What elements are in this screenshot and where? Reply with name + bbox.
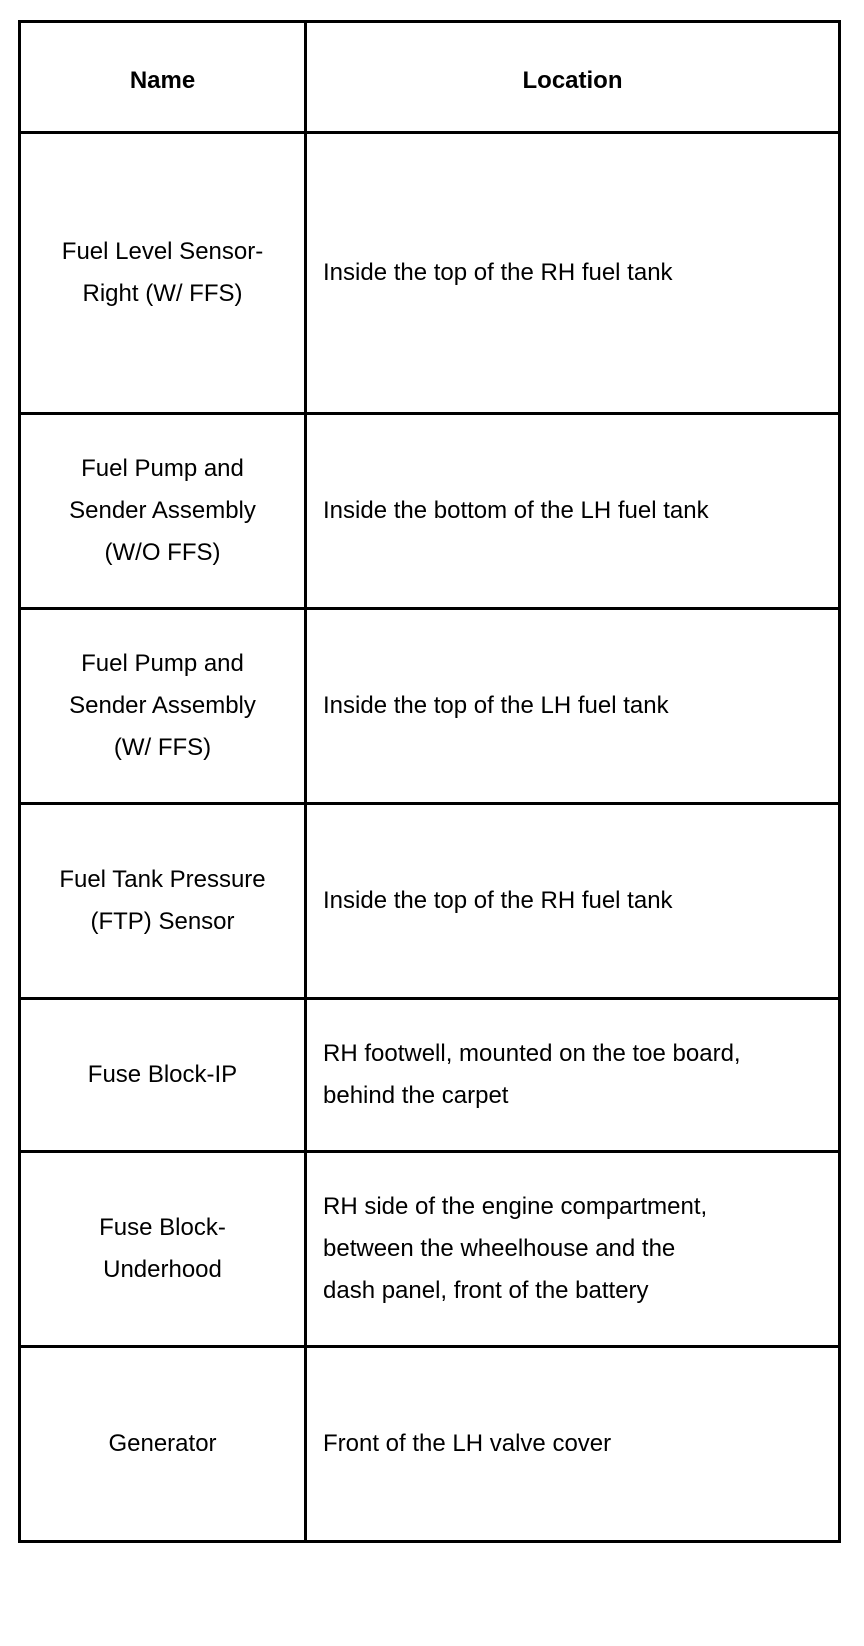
location-cell — [306, 1152, 840, 1347]
table-row — [20, 414, 840, 609]
location-cell: Inside the top of the LH fuel tank — [306, 609, 840, 804]
component-name: Fuel Pump and Sender Assembly (W/O FFS) — [69, 455, 256, 566]
name-cell — [20, 999, 306, 1152]
table-row — [20, 1152, 840, 1347]
location-cell: Inside the top of the RH fuel tank — [306, 804, 840, 999]
table-row — [20, 133, 840, 414]
name-cell — [20, 133, 306, 414]
name-cell — [20, 1347, 306, 1542]
location-cell — [306, 999, 840, 1152]
table-row — [20, 804, 840, 999]
location-cell: Inside the top of the RH fuel tank — [306, 133, 840, 414]
table-row — [20, 999, 840, 1152]
location-cell — [306, 414, 840, 609]
table-header-row — [20, 22, 840, 133]
component-name: Fuel Level Sensor-Right (W/ FFS) — [61, 238, 264, 307]
location-text: RH side of the engine compartment, between the wheelhouse and the dash panel, front of the battery — [323, 1193, 708, 1304]
component-location-table — [18, 20, 841, 1543]
header-location: Location — [306, 22, 840, 133]
component-name: Fuse Block-Underhood — [99, 1214, 226, 1283]
table-row — [20, 609, 840, 804]
header-name: Name — [20, 22, 306, 133]
location-text: Inside the bottom of the LH fuel tank — [323, 497, 709, 524]
name-cell — [20, 609, 306, 804]
location-text: RH footwell, mounted on the toe board, behind the carpet — [323, 1040, 741, 1109]
name-cell — [20, 804, 306, 999]
component-name: Generator — [108, 1430, 217, 1457]
name-cell — [20, 414, 306, 609]
table-row — [20, 1347, 840, 1542]
component-name: Fuel Pump and Sender Assembly (W/ FFS) — [69, 650, 256, 761]
component-name: Fuel Tank Pressure (FTP) Sensor — [59, 866, 266, 935]
component-name: Fuse Block-IP — [87, 1061, 238, 1088]
name-cell — [20, 1152, 306, 1347]
location-cell: Front of the LH valve cover — [306, 1347, 840, 1542]
